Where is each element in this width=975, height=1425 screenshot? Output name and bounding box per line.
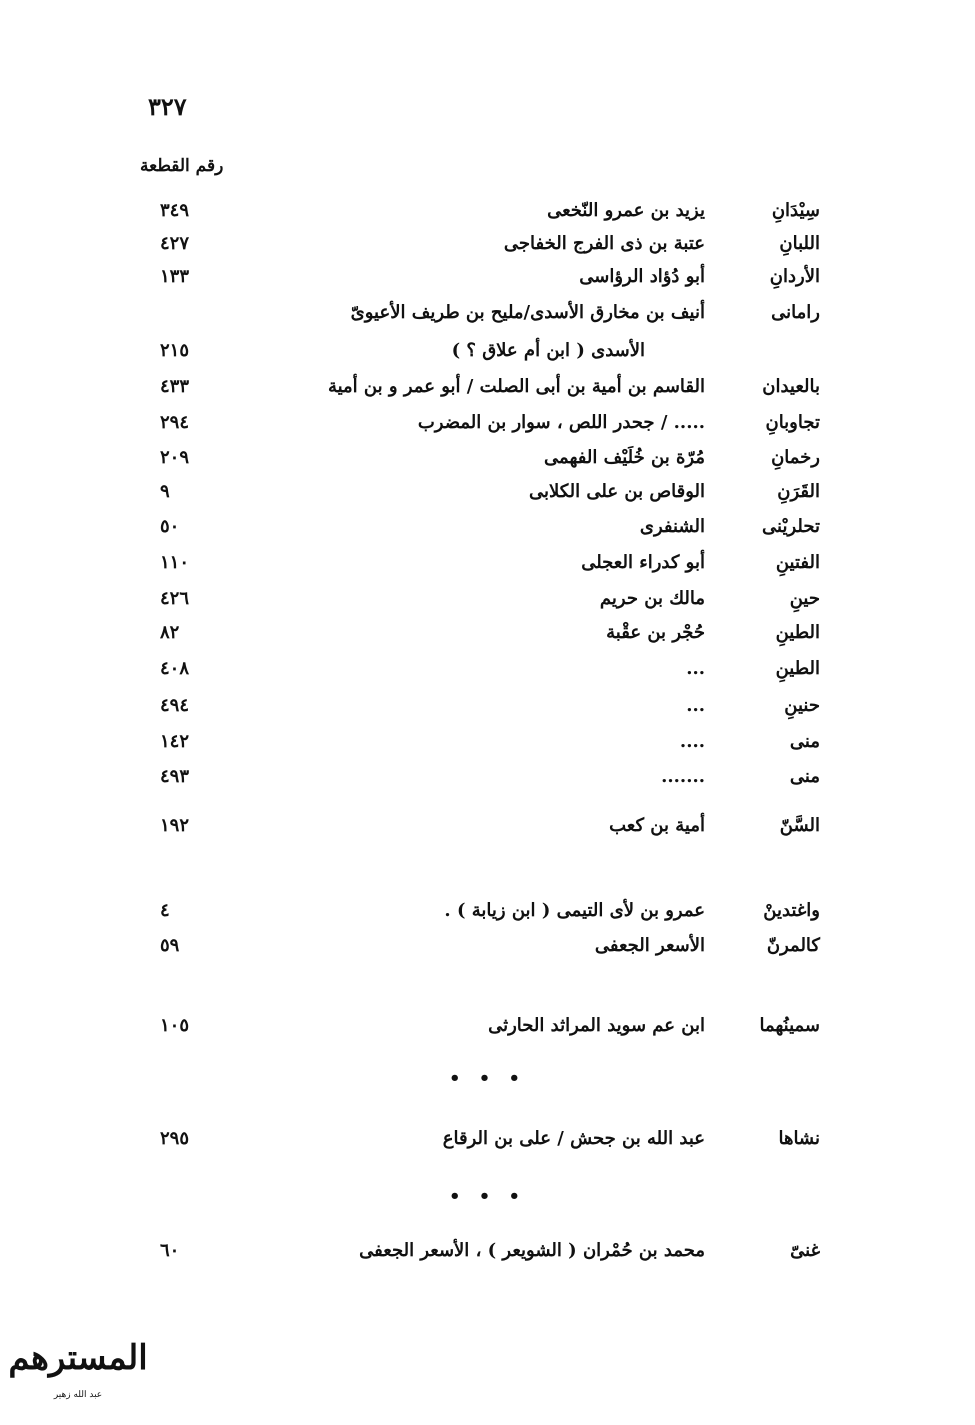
piece-number: ٣٤٩	[160, 200, 190, 221]
piece-number: ٥٠	[160, 516, 180, 537]
stamp-subtext: عبد الله زهير	[53, 1390, 103, 1400]
rhyme-word: السَّنّ	[779, 815, 820, 836]
poet-name: القاسم بن أمية بن أبى الصلت / أبو عمر و بن أمية	[327, 376, 705, 397]
rhyme-word: واغتدينْ	[763, 900, 820, 921]
piece-number: ٢٩٤	[160, 412, 190, 433]
piece-number: ٤	[160, 900, 170, 921]
poet-name: ....	[679, 731, 705, 752]
piece-number: ٤٩٣	[160, 766, 190, 787]
poet-name: أمية بن كعب	[609, 815, 705, 836]
piece-number: ٦٠	[160, 1240, 180, 1261]
poet-name: الشنفرى	[639, 516, 705, 537]
section-separator: • • •	[448, 1186, 527, 1207]
piece-number: ١١٠	[160, 552, 190, 573]
rhyme-word: تحلريْنى	[762, 516, 820, 537]
library-stamp-logo	[8, 1320, 158, 1410]
piece-number: ٢١٥	[160, 340, 190, 361]
poet-name: الأسدى ( ابن أم علاق ؟ )	[451, 340, 645, 361]
piece-number: ٤٣٣	[160, 376, 190, 397]
piece-number: ٨٢	[160, 622, 180, 643]
poet-name: ابن عم سويد المراثد الحارثى	[488, 1015, 705, 1036]
piece-number: ١٠٥	[160, 1015, 190, 1036]
rhyme-word: اللبانِ	[779, 233, 820, 254]
rhyme-word: غنىّ	[790, 1240, 820, 1261]
stamp-text: المسترهم	[8, 1338, 148, 1378]
piece-number: ٤٩٤	[160, 695, 190, 716]
piece-number: ٢٩٥	[160, 1128, 190, 1149]
rhyme-word: رامانى	[771, 302, 820, 323]
rhyme-word: بالعيدان	[762, 376, 820, 397]
poet-name: عبد الله بن جحش / على بن الرقاع	[442, 1128, 705, 1149]
page-number: ٣٢٧	[148, 92, 187, 121]
rhyme-word: سمينُهما	[759, 1015, 820, 1036]
poet-name: مُرّة بن خُلَيْف الفهمى	[544, 447, 705, 468]
rhyme-word: حينِ	[789, 588, 820, 609]
poet-name: أنيف بن مخارق الأسدى/مليح بن طريف الأعيوىّ	[350, 302, 705, 323]
rhyme-word: نشاها	[778, 1128, 820, 1149]
poet-name: ..... / جحدر اللص ، سوار بن المضرب	[417, 412, 705, 433]
poet-name: حُجْر بن عقْبة	[606, 622, 705, 643]
poet-name: مالك بن حريم	[599, 588, 705, 609]
poet-name: الوقاص بن على الكلابى	[528, 481, 705, 502]
rhyme-word: تجاوبانِ	[765, 412, 820, 433]
poet-name: ...	[686, 695, 705, 716]
poet-name: الأسعر الجعفى	[594, 935, 705, 956]
piece-number: ٢٠٩	[160, 447, 190, 468]
piece-number: ١٤٢	[160, 731, 190, 752]
piece-number: ٤٢٦	[160, 588, 190, 609]
rhyme-word: الطينِ	[775, 622, 820, 643]
rhyme-word: منى	[789, 766, 820, 787]
piece-number: ٤٠٨	[160, 658, 190, 679]
piece-number: ٥٩	[160, 935, 180, 956]
poet-name: عتبة بن ذى الفرج الخفاجى	[503, 233, 705, 254]
poet-name: أبو دُؤاد الرؤاسى	[579, 266, 705, 287]
piece-number: ٩	[160, 481, 170, 502]
column-header: رقم القطعة	[140, 156, 224, 176]
piece-number: ٤٢٧	[160, 233, 190, 254]
piece-number: ١٩٢	[160, 815, 190, 836]
rhyme-word: القَرَنِ	[777, 481, 820, 502]
section-separator: • • •	[448, 1068, 527, 1089]
piece-number: ١٣٣	[160, 266, 190, 287]
rhyme-word: الفتينِ	[775, 552, 820, 573]
poet-name: ...	[686, 658, 705, 679]
rhyme-word: رخمانِ	[771, 447, 820, 468]
poet-name: عمرو بن لأى التيمى ( ابن زيابة ) .	[444, 900, 705, 921]
poet-name: محمد بن حُمْران ( الشويعر ) ، الأسعر الجعفى	[359, 1240, 705, 1261]
rhyme-word: حنينِ	[784, 695, 820, 716]
rhyme-word: سِيْدَانِ	[771, 200, 820, 221]
poet-name: أبو كدراء العجلى	[581, 552, 705, 573]
poet-name: .......	[661, 766, 705, 787]
rhyme-word: الأردانِ	[769, 266, 820, 287]
rhyme-word: منى	[789, 731, 820, 752]
poet-name: يزيد بن عمرو النّخعى	[547, 200, 705, 221]
rhyme-word: الطينِ	[775, 658, 820, 679]
rhyme-word: كالمرنّ	[766, 935, 820, 956]
